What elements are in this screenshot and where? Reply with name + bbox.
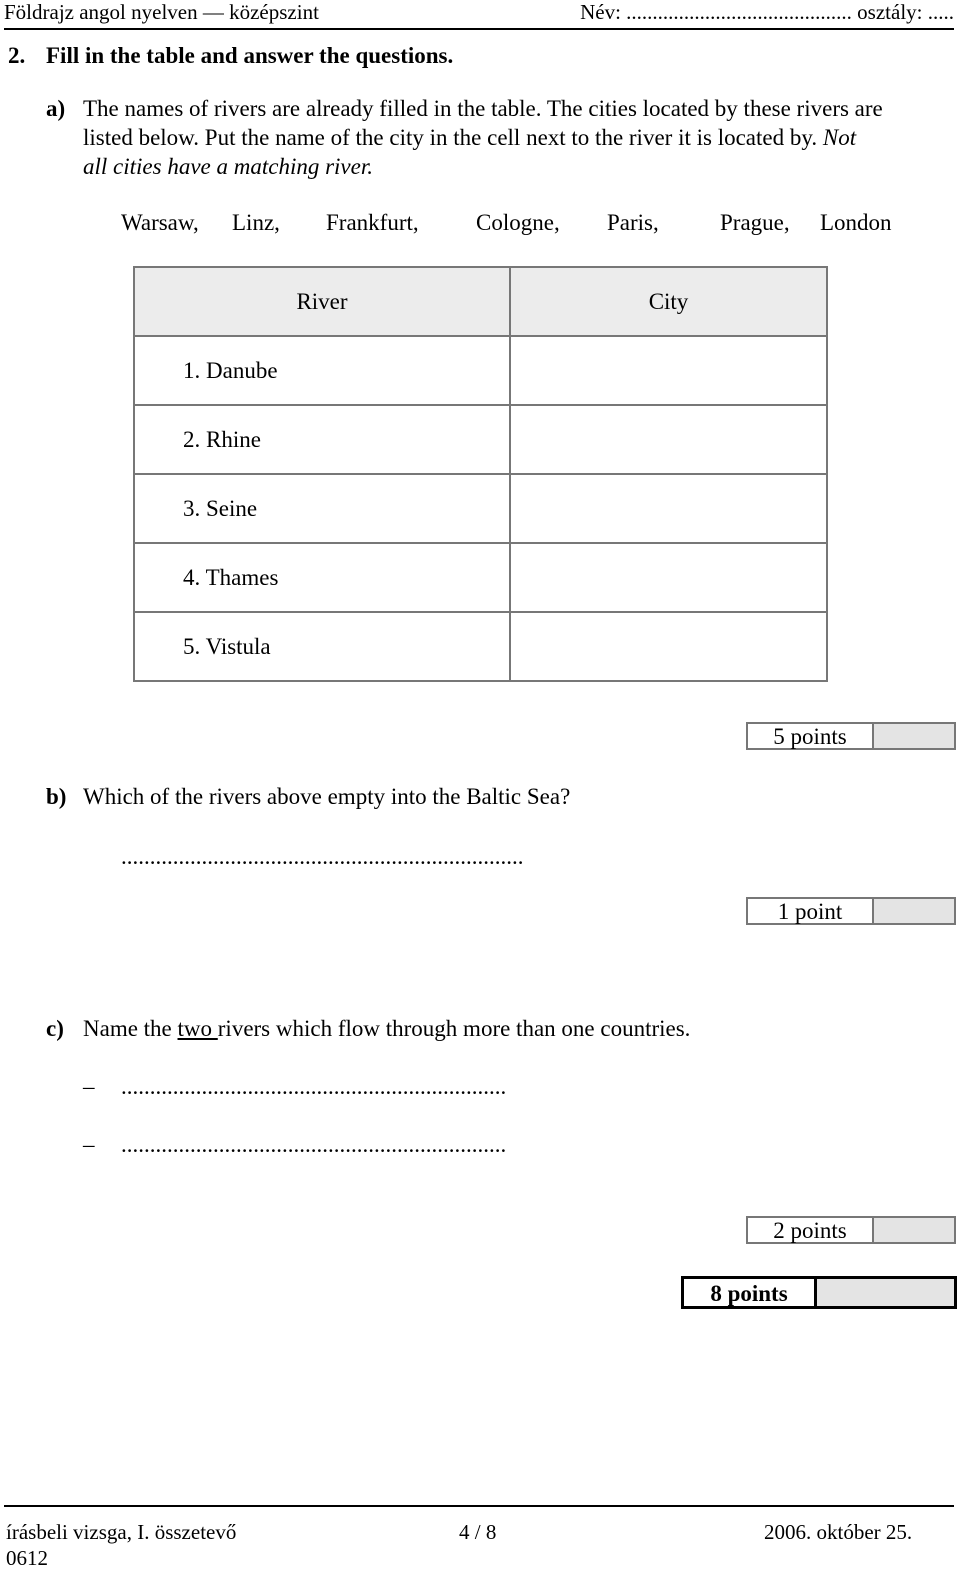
total-score-field[interactable] [817, 1279, 954, 1306]
part-c-answer-line-2[interactable]: ................................................................... [121, 1132, 507, 1157]
table-header-row [134, 267, 827, 336]
city-item: Paris, [607, 210, 659, 235]
river-cell: 2. Rhine [134, 405, 510, 474]
part-a-line-3 [83, 152, 373, 181]
city-cell[interactable] [510, 405, 827, 474]
score-label-a: 5 points [748, 724, 874, 748]
part-b-label: b) [46, 784, 67, 809]
city-item: London [820, 210, 892, 235]
part-a-label: a) [46, 96, 66, 121]
footer-page-number: 4 / 8 [459, 1520, 497, 1544]
score-box-b [746, 897, 956, 925]
part-a-line-3-italic: all cities have a matching river. [83, 154, 373, 179]
total-score-label: 8 points [684, 1279, 817, 1306]
part-a-line-2-italic: Not [822, 125, 857, 150]
part-c-label: c) [46, 1016, 64, 1041]
footer-rule [4, 1505, 954, 1507]
footer-date: 2006. október 25. [764, 1520, 913, 1544]
city-item: Warsaw, [121, 210, 199, 235]
table-row [134, 405, 827, 474]
task-number: 2. [8, 43, 26, 68]
task-title: Fill in the table and answer the questions. [46, 43, 454, 68]
part-c-dash-2: – [83, 1132, 95, 1157]
part-a-line-1: The names of rivers are already filled in the table. The cities located by these rivers are [83, 96, 883, 121]
score-label-b: 1 point [748, 899, 874, 923]
part-c-question [83, 1014, 690, 1043]
city-item: Prague, [720, 210, 790, 235]
table-row [134, 612, 827, 681]
river-cell: 5. Vistula [134, 612, 510, 681]
footer-code: 0612 [6, 1546, 48, 1570]
part-b-question: Which of the rivers above empty into the Baltic Sea? [83, 784, 571, 809]
river-cell: 1. Danube [134, 336, 510, 405]
page-header [4, 0, 954, 28]
footer-exam: írásbeli vizsga, I. összetevő [6, 1520, 237, 1544]
city-item: Linz, [232, 210, 280, 235]
header-rule [4, 28, 954, 30]
score-field-c[interactable] [874, 1218, 954, 1242]
city-cell[interactable] [510, 474, 827, 543]
part-a-line-2-text: listed below. Put the name of the city in the cell next to the river it is located by. [83, 125, 818, 150]
river-city-table [133, 266, 828, 682]
column-header-river: River [134, 267, 510, 336]
city-cell[interactable] [510, 612, 827, 681]
table-row [134, 543, 827, 612]
part-c-dash-1: – [83, 1074, 95, 1099]
column-header-city: City [510, 267, 827, 336]
river-cell: 3. Seine [134, 474, 510, 543]
part-c-question-post: rivers which flow through more than one countries. [217, 1016, 691, 1041]
city-cell[interactable] [510, 336, 827, 405]
part-c-question-pre: Name the [83, 1016, 178, 1041]
table-row [134, 336, 827, 405]
part-b-answer-line[interactable]: ...................................................................... [121, 844, 524, 869]
city-item: Cologne, [476, 210, 560, 235]
table-row [134, 474, 827, 543]
part-c-question-underlined: two [177, 1016, 218, 1041]
header-subject: Földrajz angol nyelven — középszint [4, 0, 319, 24]
city-item: Frankfurt, [326, 210, 419, 235]
score-label-c: 2 points [748, 1218, 874, 1242]
score-box-c [746, 1216, 956, 1244]
header-name-class: Név: ........................................... osztály: ..... [580, 0, 954, 24]
score-box-a [746, 722, 956, 750]
score-field-a[interactable] [874, 724, 954, 748]
city-cell[interactable] [510, 543, 827, 612]
total-score-box [681, 1276, 957, 1309]
river-cell: 4. Thames [134, 543, 510, 612]
part-a-line-2 [83, 123, 856, 152]
part-c-answer-line-1[interactable]: ................................................................... [121, 1074, 507, 1099]
score-field-b[interactable] [874, 899, 954, 923]
